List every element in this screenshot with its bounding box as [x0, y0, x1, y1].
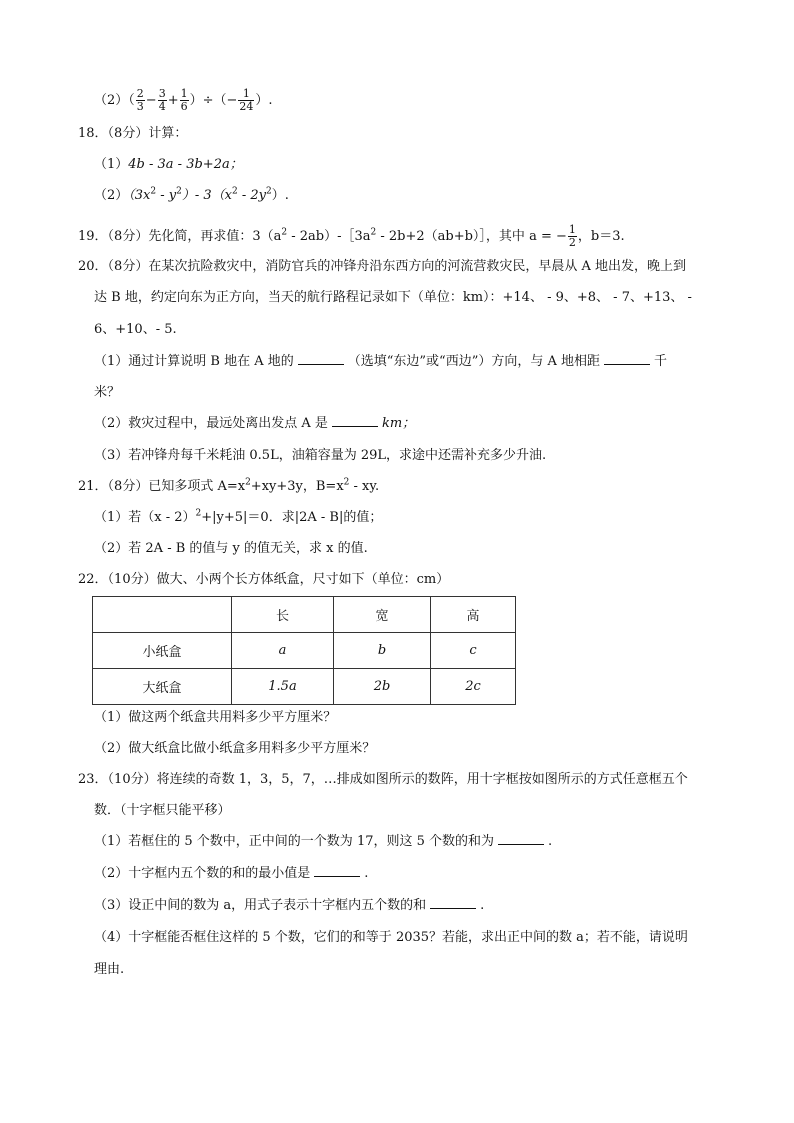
answer-blank[interactable]	[314, 864, 360, 877]
part-label: （2）	[94, 188, 129, 203]
q18-stem: 18．（8分）计算：	[78, 126, 188, 141]
expr-fragment: +xy+3y，B=x	[250, 479, 344, 494]
q20-line2: 达 B 地，约定向东为正方向，当天的航行路程记录如下（单位：km）：+14、 - 9、+8、 - 7、+13、 -	[94, 290, 692, 305]
q20-line3: 6、+10、- 5.	[94, 322, 177, 337]
q20-part3: （3）若冲锋舟每千米耗油 0.5L，油箱容量为 29L，求途中还需补充多少升油.	[94, 448, 547, 463]
exponent: 2	[343, 477, 350, 488]
fraction	[568, 224, 577, 249]
denominator: 6	[180, 100, 188, 113]
q23-part3	[94, 896, 484, 916]
q18-part2	[94, 186, 289, 206]
q23-part1	[94, 832, 552, 852]
denominator: 2	[568, 236, 576, 249]
numerator: 2	[136, 87, 144, 100]
table-cell: 2c	[431, 669, 516, 705]
text: （2）救灾过程中，最远处离出发点 A 是	[94, 416, 328, 431]
answer-blank[interactable]	[604, 352, 650, 365]
text: .	[548, 834, 553, 849]
table-header-row	[93, 597, 516, 633]
answer-blank[interactable]	[430, 896, 476, 909]
table-cell: 1.5a	[232, 669, 334, 705]
fraction	[158, 88, 167, 113]
table-cell: b	[334, 633, 431, 669]
table-header-cell: 高	[431, 597, 516, 633]
exponent: 2	[370, 227, 377, 238]
expr-fragment: ）.	[271, 188, 289, 203]
expr-fragment: 21．（8分）已知多项式 A=x	[78, 479, 246, 494]
table-cell: 大纸盒	[93, 669, 232, 705]
numerator: 3	[158, 87, 166, 100]
text: （选填“东边”或“西边”）方向，与 A 地相距	[347, 354, 600, 369]
q23-part4: （4）十字框能否框住这样的 5 个数，它们的和等于 2035？若能，求出正中间的数 a；若不能，请说明	[94, 930, 688, 945]
fraction	[136, 88, 145, 113]
expr-fragment: +|y+5|＝0．求|2A - B|的值；	[201, 510, 383, 525]
paren: （	[128, 93, 135, 108]
expr-fragment: （1）若（x - 2）	[94, 510, 196, 525]
q22-part1: （1）做这两个纸盒共用料多少平方厘米？	[94, 710, 337, 725]
q22-stem: 22．（10分）做大、小两个长方体纸盒，尺寸如下（单位：cm）	[78, 572, 450, 587]
q20-part2	[94, 414, 415, 434]
q22-part2: （2）做大纸盒比做小纸盒多用料多少平方厘米？	[94, 741, 376, 756]
expression: 4b - 3a - 3b+2a；	[128, 157, 243, 172]
q23-line1: 23．（10分）将连续的奇数 1，3，5，7，…排成如图所示的数阵，用十字框按如图所示的方式任意框五个	[78, 772, 688, 787]
expr-fragment: - 2y	[237, 188, 267, 203]
expr-fragment: - y	[156, 188, 177, 203]
expr-fragment: - 2b+2（ab+b）］，其中 a = −	[376, 229, 567, 244]
q17-part2	[94, 88, 273, 113]
q20-part1	[94, 352, 667, 372]
text: （1）通过计算说明 B 地在 A 地的	[94, 354, 294, 369]
expr-fragment: - 2ab）-［3a	[287, 229, 371, 244]
q20-line1: 20．（8分）在某次抗险救灾中，消防官兵的冲锋舟沿东西方向的河流营救灾民，早晨从 A 地出发，晚上到	[78, 259, 686, 274]
q21-part1	[94, 508, 382, 528]
table-header-cell: 长	[232, 597, 334, 633]
exponent: 2	[232, 186, 238, 197]
numerator: 1	[180, 87, 188, 100]
expr-fragment: ，b＝3.	[577, 229, 625, 244]
operator: ）÷（−	[189, 93, 238, 108]
operator: ）.	[255, 93, 273, 108]
exponent: 2	[150, 186, 157, 197]
expr-fragment: 19．（8分）先化简，再求值：3（a	[78, 229, 282, 244]
table-row	[93, 633, 516, 669]
operator: −	[145, 93, 157, 108]
fraction	[238, 88, 254, 113]
operator: +	[167, 93, 179, 108]
table-header-cell: 宽	[334, 597, 431, 633]
table-cell: 2b	[334, 669, 431, 705]
table-cell: a	[232, 633, 334, 669]
q23-part4-cont: 理由.	[94, 962, 125, 977]
answer-blank[interactable]	[332, 414, 378, 427]
text: 千	[654, 354, 668, 369]
exponent: 2	[266, 186, 272, 197]
q18-part1	[94, 155, 243, 175]
text: km；	[381, 416, 416, 431]
text: （3）设正中间的数为 a，用式子表示十字框内五个数的和	[94, 898, 427, 913]
text: .	[480, 898, 485, 913]
denominator: 3	[136, 100, 144, 113]
expr-fragment: - xy.	[349, 479, 380, 494]
q23-part2	[94, 864, 368, 884]
part-label: （1）	[94, 157, 129, 172]
expr-fragment: （3x	[128, 188, 151, 203]
answer-blank[interactable]	[498, 832, 544, 845]
q21-part2: （2）若 2A - B 的值与 y 的值无关，求 x 的值.	[94, 541, 368, 556]
exponent: 2	[281, 227, 288, 238]
table-cell: 小纸盒	[93, 633, 232, 669]
exponent: 2	[195, 508, 202, 519]
denominator: 4	[158, 100, 166, 113]
exponent: 2	[245, 477, 251, 488]
q21-stem	[78, 477, 379, 497]
numerator: 1	[238, 88, 254, 101]
text: （1）若框住的 5 个数中，正中间的一个数为 17，则这 5 个数的和为	[94, 834, 495, 849]
q20-part1-cont: 米？	[94, 385, 121, 400]
box-dimension-table	[92, 596, 516, 705]
text: .	[364, 866, 369, 881]
table-row	[93, 669, 516, 705]
expr-fragment: ）- 3（x	[181, 188, 233, 203]
text: （2）十字框内五个数的和的最小值是	[94, 866, 311, 881]
answer-blank[interactable]	[298, 352, 344, 365]
table-cell: c	[431, 633, 516, 669]
table-header-cell	[93, 597, 232, 633]
part-label: （2）	[94, 93, 129, 108]
denominator: 24	[239, 100, 254, 113]
fraction	[180, 88, 189, 113]
exponent: 2	[176, 186, 182, 197]
numerator: 1	[568, 223, 576, 236]
q23-line2: 数．（十字框只能平移）	[94, 803, 231, 818]
q19-stem	[78, 224, 625, 249]
